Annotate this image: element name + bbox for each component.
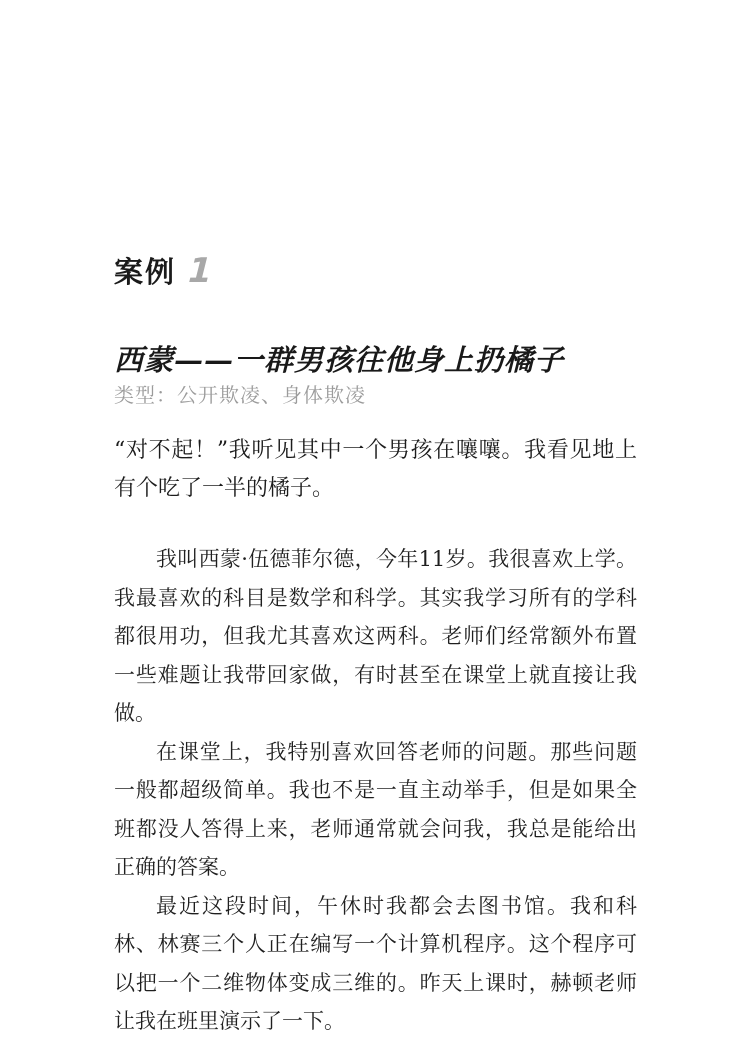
type-value: 公开欺凌、身体欺凌	[177, 383, 366, 407]
bullying-type-line	[114, 382, 637, 408]
case-title: 西蒙——一群男孩往他身上扔橘子	[114, 343, 565, 377]
body-text	[114, 540, 637, 1041]
case-label: 案例	[114, 255, 177, 289]
case-number: 1	[183, 251, 217, 291]
type-label: 类型：	[114, 383, 177, 407]
body-paragraph: 在课堂上，我特别喜欢回答老师的问题。那些问题一般都超级简单。我也不是一直主动举手，但是如果全班都没人答得上来，老师通常就会问我，我总是能给出正确的答案。	[114, 739, 637, 879]
case-header	[114, 250, 637, 298]
body-paragraph: 最近这段时间，午休时我都会去图书馆。我和科林、林赛三个人正在编写一个计算机程序。这个程序可以把一个二维物体变成三维的。昨天上课时，赫顿老师让我在班里演示了一下。	[114, 893, 637, 1033]
body-paragraph: 我叫西蒙·伍德菲尔德，今年11岁。我很喜欢上学。我最喜欢的科目是数学和科学。其实我学习所有的学科都很用功，但我尤其喜欢这两科。老师们经常额外布置一些难题让我带回家做，有时甚至在课堂上就直接让我做。	[114, 547, 637, 725]
opening-quote: “对不起！”我听见其中一个男孩在嚷嚷。我看见地上有个吃了一半的橘子。	[114, 438, 637, 501]
